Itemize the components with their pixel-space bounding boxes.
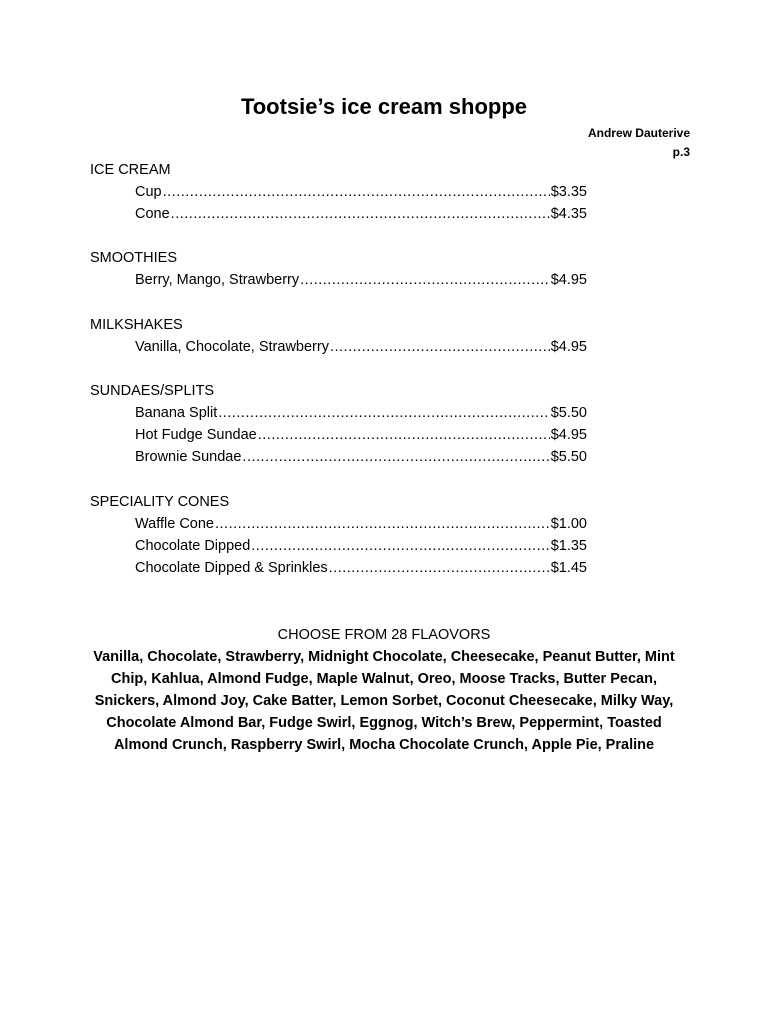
- item-price: $4.35: [550, 206, 587, 222]
- dot-leader: [251, 535, 549, 557]
- item-name: Brownie Sundae: [135, 449, 242, 465]
- item-price: $1.45: [550, 560, 587, 576]
- item-name: Banana Split: [135, 405, 218, 421]
- item-price: $1.00: [550, 516, 587, 532]
- item-name: Waffle Cone: [135, 516, 214, 532]
- section-title: MILKSHAKES: [90, 317, 183, 333]
- flavors-heading: CHOOSE FROM 28 FLAOVORS: [277, 627, 491, 643]
- item-name: Berry, Mango, Strawberry: [135, 272, 300, 288]
- section-ice-cream: [90, 159, 610, 225]
- dot-leader: [329, 557, 550, 579]
- page-title: Tootsie’s ice cream shoppe: [240, 94, 528, 119]
- item-price: $5.50: [550, 405, 587, 421]
- item-name: Chocolate Dipped & Sprinkles: [135, 560, 328, 576]
- dot-leader: [258, 424, 550, 446]
- dot-leader: [215, 513, 550, 535]
- section-title: SUNDAES/SPLITS: [90, 383, 215, 399]
- page-number: p.3: [672, 145, 690, 159]
- section-smoothies: [90, 247, 610, 291]
- item-name: Vanilla, Chocolate, Strawberry: [135, 339, 329, 355]
- menu-item: [135, 336, 587, 358]
- dot-leader: [300, 269, 550, 291]
- flavors-list: Vanilla, Chocolate, Strawberry, Midnight Chocolate, Cheesecake, Peanut Butter, Mint Chip, Kahlua, Almond Fudge, Maple Walnut, Oreo, Moose Tracks, Butter Pecan, Snickers, Almond Joy, Cake Batter, Lemon Sorbet, Coconut Cheesecake, Milky Way, Chocolate Almond Bar, Fudge Swirl, Eggnog, Witch’s Brew, Peppermint, Toasted Almond Crunch, Raspberry Swirl, Mocha Chocolate Crunch, Apple Pie, Praline: [93, 649, 675, 753]
- item-price: $4.95: [550, 272, 587, 288]
- section-sundaes-splits: [90, 380, 610, 468]
- section-title: SPECIALITY CONES: [90, 494, 230, 510]
- item-name: Chocolate Dipped: [135, 538, 251, 554]
- menu-item: [135, 203, 587, 225]
- menu-item: [135, 535, 587, 557]
- item-price: $4.95: [550, 339, 587, 355]
- item-price: $5.50: [550, 449, 587, 465]
- dot-leader: [218, 402, 549, 424]
- item-name: Cup: [135, 184, 162, 200]
- flavors-block: [88, 624, 680, 756]
- menu-item: [135, 424, 587, 446]
- menu-item: [135, 513, 587, 535]
- section-milkshakes: [90, 314, 610, 358]
- menu-item: [135, 181, 587, 203]
- menu-item: [135, 402, 587, 424]
- item-name: Hot Fudge Sundae: [135, 427, 257, 443]
- item-price: $3.35: [550, 184, 587, 200]
- section-title: ICE CREAM: [90, 162, 171, 178]
- item-price: $4.95: [550, 427, 587, 443]
- menu-item: [135, 269, 587, 291]
- dot-leader: [330, 336, 550, 358]
- dot-leader: [242, 446, 549, 468]
- menu-item: [135, 557, 587, 579]
- dot-leader: [171, 203, 550, 225]
- section-title: SMOOTHIES: [90, 250, 178, 266]
- dot-leader: [163, 181, 550, 203]
- item-price: $1.35: [550, 538, 587, 554]
- item-name: Cone: [135, 206, 170, 222]
- author-name: Andrew Dauterive: [587, 126, 690, 140]
- menu-item: [135, 446, 587, 468]
- section-speciality-cones: [90, 491, 610, 579]
